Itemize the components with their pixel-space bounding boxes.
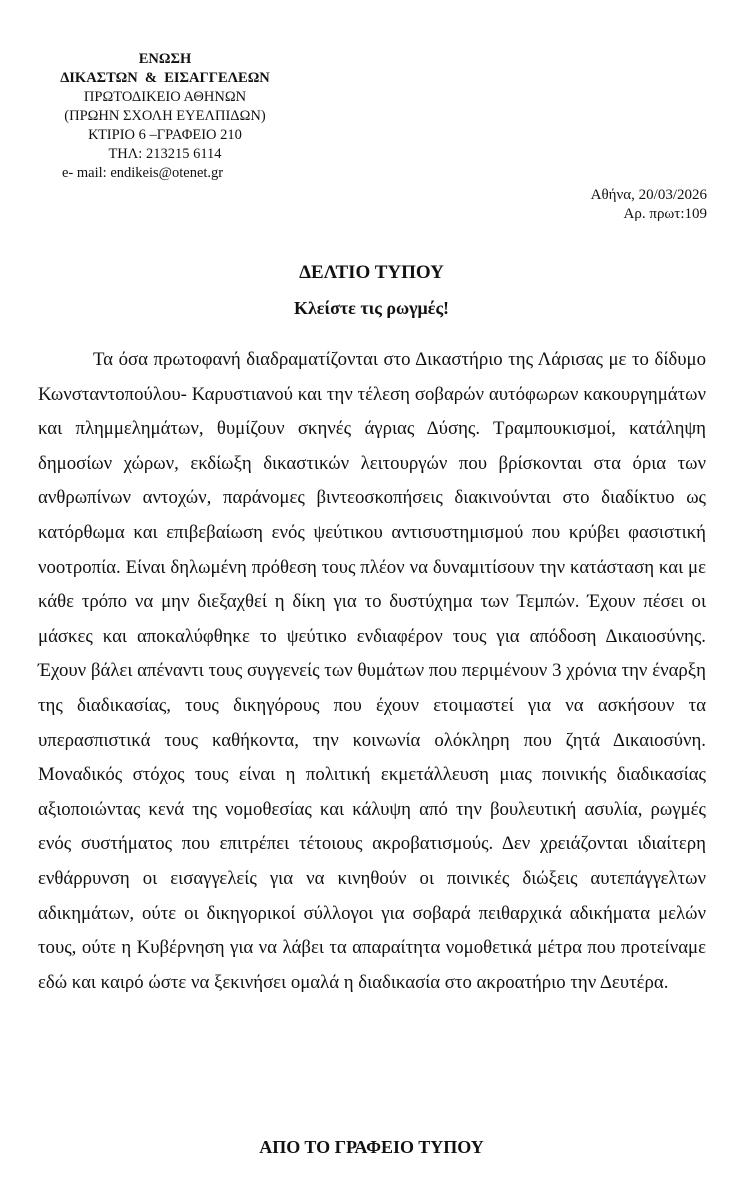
- signature-footer: ΑΠΟ ΤΟ ΓΡΑΦΕΙΟ ΤΥΠΟΥ: [259, 1137, 484, 1157]
- place-date: Αθήνα, 20/03/2026: [590, 187, 707, 203]
- document-meta: [591, 186, 707, 224]
- building-office: ΚΤΙΡΙΟ 6 –ΓΡΑΦΕΙΟ 210: [88, 127, 242, 143]
- protocol-number: Αρ. πρωτ:109: [623, 206, 707, 222]
- court-location: (ΠΡΩΗΝ ΣΧΟΛΗ ΕΥΕΛΠΙΔΩΝ): [64, 108, 266, 124]
- phone-number: ΤΗΛ: 213215 6114: [108, 146, 222, 162]
- document-title: ΔΕΛΤΙΟ ΤΥΠΟΥ: [299, 262, 444, 283]
- letterhead: [40, 50, 290, 183]
- court-name: ΠΡΩΤΟΔΙΚΕΙΟ ΑΘΗΝΩΝ: [83, 89, 247, 105]
- email-address: e- mail: endikeis@otenet.gr: [62, 165, 224, 181]
- org-name: ΕΝΩΣΗ: [138, 51, 192, 67]
- body-paragraph: Τα όσα πρωτοφανή διαδραματίζονται στο Δικαστήριο της Λάρισας με το δίδυμο Κωνσταντοπούλου- Καρυστιανού και την τέλεση σοβαρών αυτόφωρων κακουργημάτων και πλημμελημάτων, θυμίζουν σκηνές άγριας Δύσης. Τραμπουκισμοί, κατάληψη δημοσίων χώρων, εκδίωξη δικαστικών λειτουργών που βρίσκονται στα όρια των ανθρωπίνων αντοχών, παράνομες βιντεοσκοπήσεις διακινούνται στο διαδίκτυο ως κατόρθωμα και επιβεβαίωση ενός ψεύτικου αντισυστημισμού που κρύβει φασιστική νοοτροπία. Είναι δηλωμένη πρόθεση τους πλέον να δυναμιτίσουν την κατάσταση και με κάθε τρόπο να μην διεξαχθεί η δίκη για το δυστύχημα των Τεμπών. Έχουν πέσει οι μάσκες και αποκαλύφθηκε το ψεύτικο ενδιαφέρον τους για απόδοση Δικαιοσύνης. Έχουν βάλει απέναντι τους συγγενείς των θυμάτων που περιμένουν 3 χρόνια την έναρξη της διαδικασίας, τους δικηγόρους που έχουν ετοιμαστεί για να ασκήσουν τα υπερασπιστικά τους καθήκοντα, την κοινωνία ολόκληρη που ζητά Δικαιοσύνη. Μοναδικός στόχος τους είναι η πολιτική εκμετάλλευση μιας ποινικής διαδικασίας αξιοποιώντας κενά της νομοθεσίας και κάλυψη από την βουλευτική ασυλία, ρωγμές ενός συστήματος που επιτρέπει τέτοιους ακροβατισμούς. Δεν χρειάζονται ιδιαίτερη ενθάρρυνση οι εισαγγελείς για να κινηθούν οι ποινικές διώξεις αυτεπάγγελτων αδικημάτων, ούτε οι δικηγορικοί σύλλογοι για σοβαρά πειθαρχικά αδικήματα μελών τους, ούτε η Κυβέρνηση για να λάβει τα απαραίτητα νομοθετικά μέτρα που προτείναμε εδώ και καιρό ώστε να ξεκινήσει ομαλά η διαδικασία στο ακροατήριο την Δευτέρα.: [38, 349, 706, 993]
- org-subtitle: ΔΙΚΑΣΤΩΝ & ΕΙΣΑΓΓΕΛΕΩΝ: [60, 70, 270, 86]
- document-subtitle: Κλείστε τις ρωγμές!: [293, 298, 450, 318]
